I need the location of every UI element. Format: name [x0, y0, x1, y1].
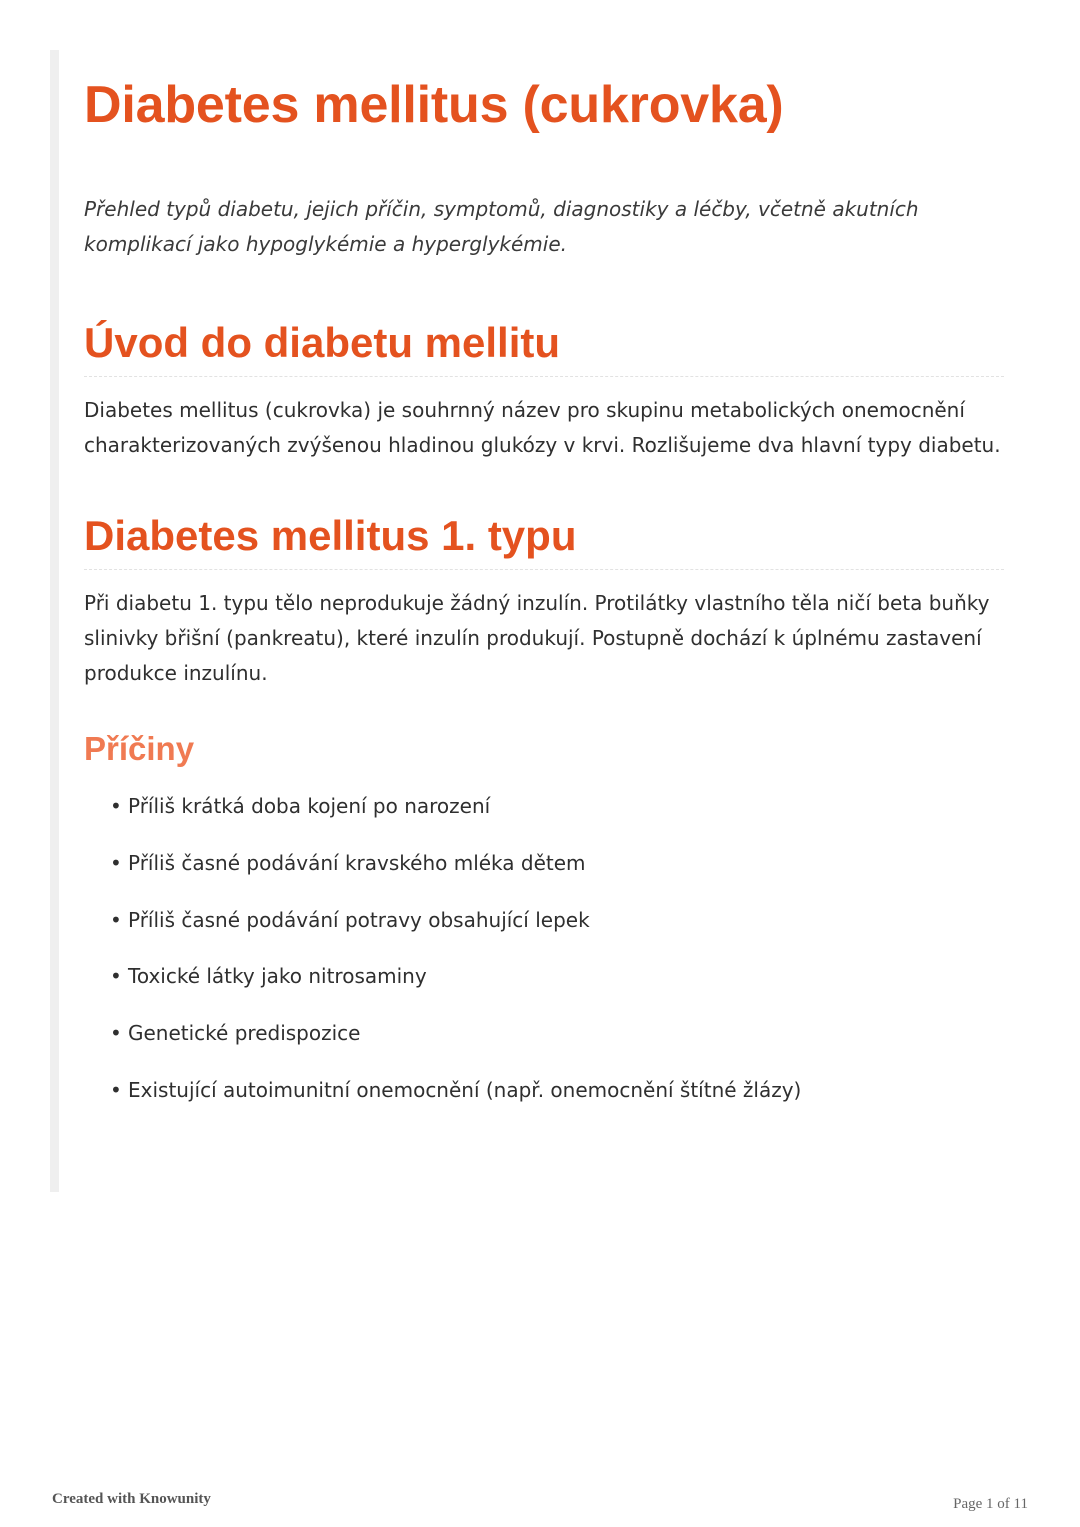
section-type1	[84, 509, 1004, 1105]
section-text-intro: Diabetes mellitus (cukrovka) je souhrnný název pro skupinu metabolických onemocnění charakterizovaných zvýšenou hladinou glukózy v krvi. Rozlišujeme dva hlavní typy diabetu.	[84, 398, 1001, 457]
section-text-type1: Při diabetu 1. typu tělo neprodukuje žádný inzulín. Protilátky vlastního těla ničí beta buňky slinivky břišní (pankreatu), které inzulín produkují. Postupně dochází k úplnému zastavení produkce inzulínu.	[84, 591, 990, 685]
list-item-text: Toxické látky jako nitrosaminy	[128, 964, 427, 989]
section-intro	[84, 316, 1004, 463]
page-indicator: Page 1 of 11	[953, 1496, 1028, 1512]
list-item-text: Příliš krátká doba kojení po narození	[128, 794, 491, 818]
footer-credit: Created with Knowunity	[52, 1491, 211, 1507]
bullet-icon: •	[110, 1077, 122, 1102]
list-item-text: Příliš časné podávání kravského mléka dětem	[128, 850, 586, 875]
list-item-text: Genetické predispozice	[128, 1021, 361, 1046]
list-item	[110, 905, 1004, 935]
list-item-text: Existující autoimunitní onemocnění (např. onemocnění štítné žlázy)	[128, 1077, 802, 1102]
causes-list	[84, 791, 1004, 1105]
list-item	[110, 791, 1004, 821]
page-title: Diabetes mellitus (cukrovka)	[84, 76, 784, 134]
left-margin-rule	[50, 50, 59, 1192]
document-summary: Přehled typů diabetu, jejich příčin, symptomů, diagnostiky a léčby, včetně akutních komplikací jako hypoglykémie a hyperglykémie.	[84, 197, 919, 256]
list-item-text: Příliš časné podávání potravy obsahující lepek	[128, 907, 590, 932]
bullet-icon: •	[110, 850, 122, 875]
causes-heading: Příčiny	[84, 730, 195, 767]
list-item	[110, 1075, 1004, 1105]
bullet-icon: •	[110, 1021, 122, 1046]
section-heading-intro: Úvod do diabetu mellitu	[84, 316, 1004, 377]
section-heading-type1: Diabetes mellitus 1. typu	[84, 509, 1004, 570]
bullet-icon: •	[110, 964, 122, 989]
bullet-icon: •	[110, 907, 122, 932]
list-item	[110, 1018, 1004, 1048]
bullet-icon: •	[110, 794, 122, 818]
list-item	[110, 961, 1004, 991]
document-content	[84, 70, 1004, 1132]
list-item	[110, 848, 1004, 878]
